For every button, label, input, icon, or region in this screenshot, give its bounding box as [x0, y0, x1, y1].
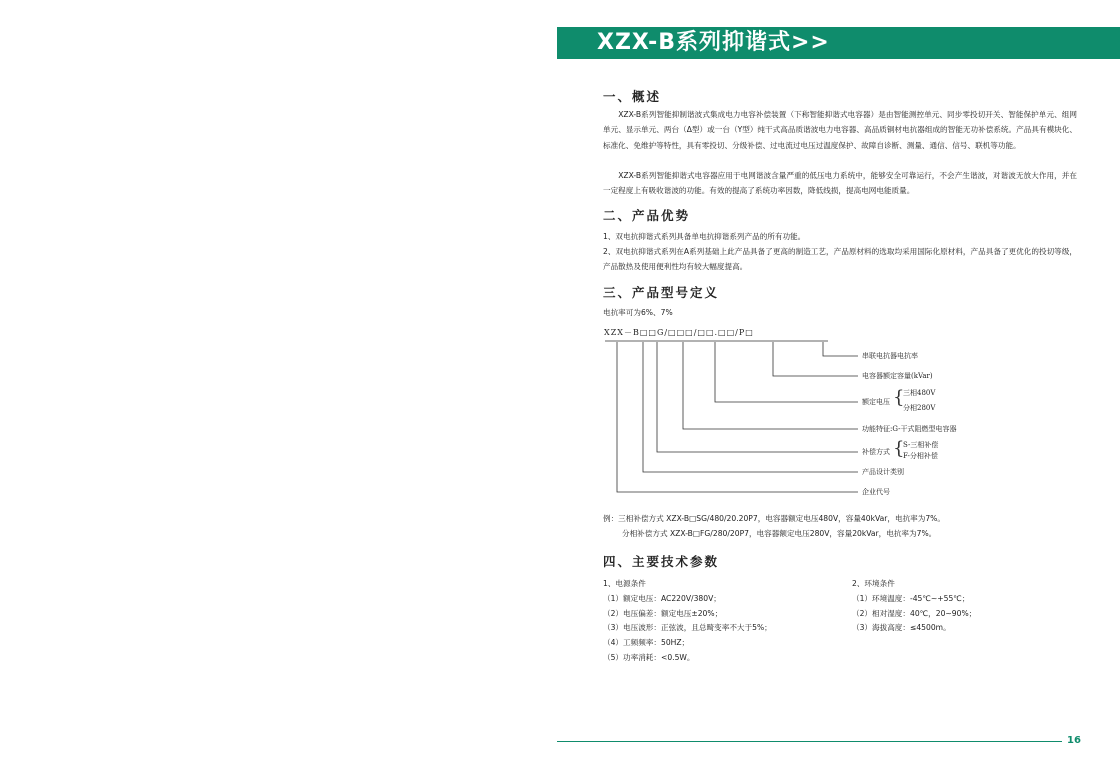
reactance-rate-note: 电抗率可为6%、7%: [603, 308, 673, 317]
header-banner: [557, 27, 1120, 59]
env-heading: 2、环境条件: [852, 579, 895, 588]
env-item: （3）海拔高度：≤4500m。: [852, 623, 951, 633]
label-capacity: 电容器额定容量(kVar): [862, 372, 933, 380]
footer-divider: [557, 741, 1062, 742]
example-line-1: 例：三相补偿方式 XZX-B□SG/480/20.20P7，电容器额定电压480V，容量40kVar，电抗率为7%。: [603, 514, 945, 523]
power-item: （3）电压波形：正弦波，且总畸变率不大于5%；: [603, 623, 772, 633]
advantage-item-1: 1、双电抗抑谐式系列具备单电抗抑谐系列产品的所有功能。: [603, 232, 806, 241]
section-model-title: 三、产品型号定义: [603, 285, 720, 300]
label-comp: 补偿方式: [862, 448, 890, 456]
section-overview-title: 一、概述: [603, 89, 662, 104]
advantage-item-2: 2、双电抗抑谐式系列在A系列基础上此产品具备了更高的制造工艺，产品原材料的选取均采用国际化原材料，产品具备了更优化的投切等级，产品散热及使用便利性均有较大幅度提高。: [603, 247, 1077, 272]
label-comp-opt2: F-分相补偿: [903, 452, 938, 460]
power-item: （1）额定电压：AC220V/380V；: [603, 593, 721, 603]
power-conditions: [603, 577, 772, 666]
label-comp-opt1: S-三相补偿: [903, 441, 939, 449]
label-reactor: 串联电抗器电抗率: [862, 352, 918, 360]
voltage-brace-icon: {: [893, 387, 905, 408]
overview-paragraph-1: XZX-B系列智能抑制谐波式集成电力电容补偿装置（下称智能抑谐式电容器）是由智能测控单元、同步零投切开关、智能保护单元、组网单元、显示单元、两台（Δ型）或一台（Y型）纯干式高品质谐波电力电容器、高品质铜材电抗器组成的智能无功补偿系统。产品具有模块化、标准化、免维护等特性，具有零投切、分级补偿、过电流过电压过温度保护、故障自诊断、测量、通信、信号、联机等功能。: [603, 110, 1077, 150]
overview-paragraph-2: XZX-B系列智能抑谐式电容器应用于电网谐波含量严重的低压电力系统中，能够安全可靠运行，不会产生谐波，对谐波无放大作用，并在一定程度上有吸收谐波的功能。有效的提高了系统功率因数，降低线损，提高电网电能质量。: [603, 171, 1077, 196]
label-company: 企业代号: [862, 488, 890, 496]
power-item: （5）功率消耗：<0.5W。: [603, 652, 695, 662]
env-item: （2）相对湿度：40℃，20~90%；: [852, 608, 977, 618]
section-params-title: 四、主要技术参数: [603, 554, 720, 569]
label-feature: 功能特征:G-干式阻燃型电容器: [862, 425, 957, 433]
power-item: （2）电压偏差：额定电压±20%；: [603, 608, 723, 618]
example-line-2: 分相补偿方式 XZX-B□FG/280/20P7，电容器额定电压280V，容量20kVar，电抗率为7%。: [622, 529, 937, 538]
label-voltage-opt2: 分相280V: [903, 404, 936, 412]
comp-brace-icon: {: [893, 438, 905, 459]
model-code-string: XZX－B□□G/□□□/□□.□□/P□: [604, 328, 754, 337]
model-code-diagram: [603, 325, 1003, 500]
page-number: 16: [1067, 735, 1081, 746]
power-heading: 1、电源条件: [603, 579, 646, 588]
label-voltage: 额定电压: [862, 398, 890, 406]
diagram-lines: [603, 325, 1003, 500]
power-item: （4）工频频率：50HZ；: [603, 638, 690, 648]
env-item: （1）环境温度：-45℃~+55℃；: [852, 593, 970, 603]
page-title: XZX-B系列抑谐式>>: [597, 30, 830, 55]
label-design: 产品设计类别: [862, 468, 904, 476]
label-voltage-opt1: 三相480V: [903, 389, 936, 397]
section-advantages-title: 二、产品优势: [603, 208, 691, 223]
environment-conditions: [852, 577, 976, 636]
